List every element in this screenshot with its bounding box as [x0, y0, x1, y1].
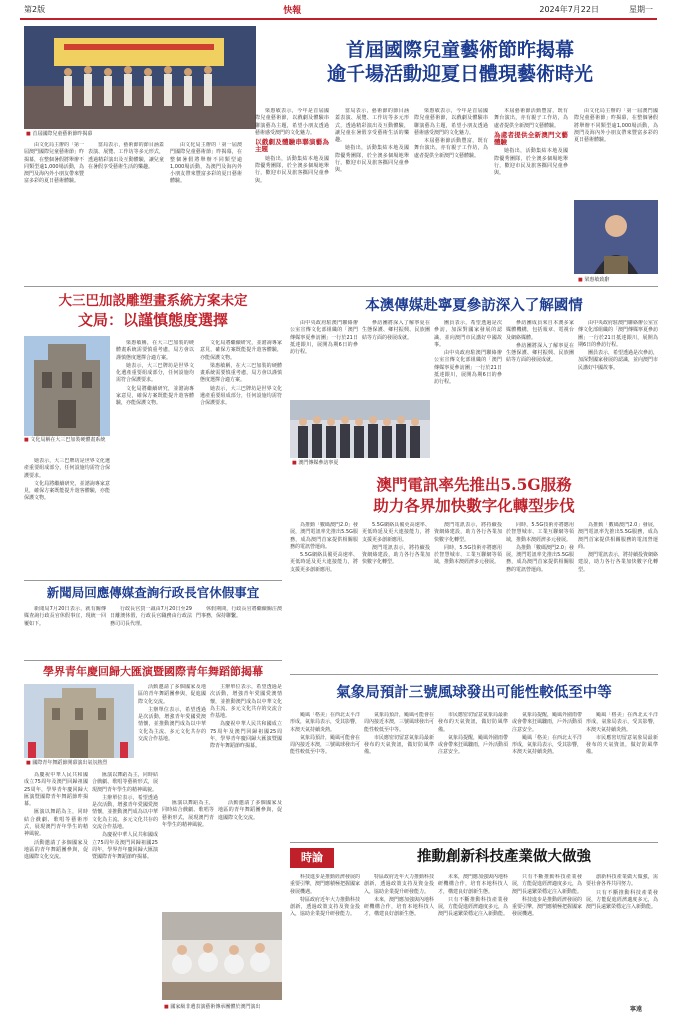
story5-title: 新聞局回應傳媒查詢行政長官休假事宜	[46, 585, 260, 600]
story6-photo2-caption: ■ 國家級非遺表演藝術傳承團體於澳門演出	[164, 1004, 282, 1010]
story2-col3: 文化局將繼續研究，並諮詢專家意見，確保方案既能提升遊客體驗，亦能保護文物。 梁惠敏稱，在大三巴加裝的硬體畫系統需要慎重考慮，局方會以謹慎態度選擇合適方案。 她表示，大三巴牌坊是世界文化遺產重要組成部分，任何設施均需符合保護要求。	[200, 340, 282, 407]
story7-col2: 氣象局預計，颱風可能會在周內接近本澳，三號風球發出可能性較低至中等。 市民應密切留意氣象局最新發布的天氣資訊，做好防風準備。	[364, 712, 434, 756]
story2-title: 大三巴加設雕塑畫系統方案未定	[58, 293, 248, 309]
divider	[24, 660, 282, 661]
story6-col5: 匯演以舞蹈為主，同時結合戲劇、歌唱等藝術形式，展現澳門青年學生的精神風貌。	[162, 800, 214, 828]
story3-photo-caption: ■ 澳門傳媒參訪寧夏	[292, 460, 338, 466]
story1-col7: 本屆藝術節活動豐富，既有舞台演出，亦有親子工作坊，為處者提供全新澳門文藝體驗。 為處者提供全新澳門文藝體驗 她指出，活動集結本地及國際優秀團隊，於全澳多個場地舉行，歡迎市民及旅客攜同兒童參與。	[494, 108, 568, 177]
story3-col2: 參訪團將深入了解寧夏在生態保護、鄉村振興、民族團結等方面的發展成就。	[362, 320, 430, 341]
story6-col1: 為慶祝中華人民共和國成立75周年及澳門回歸祖國25周年，學界青年慶回歸大匯演暨國際青年舞蹈節昨揭幕。 匯演以舞蹈為主，同時結合戲劇、歌唱等藝術形式，展現澳門青年學生的精神風貌。 活動邀請了多個國家及地區的青年舞蹈團參與，促進國際文化交流。	[24, 772, 88, 861]
story6-col2: 匯演以舞蹈為主，同時結合戲劇、歌唱等藝術形式，展現澳門青年學生的精神風貌。 主辦單位表示，希望透過是次活動，增強青年愛國愛澳情懷，並推動澳門成為以中華文化為主流、多元文化共存的交流合作基地。 為慶祝中華人民共和國成立75周年及澳門回歸祖國25周年，學界青年慶回歸大匯演暨國際青年舞蹈節昨揭幕。	[92, 772, 158, 861]
commentary-author: 寧遠	[630, 1006, 643, 1013]
story3-col1: 由中央政府駐澳門聯絡辦公室宣傳文化部組織的「澳門傳媒寧夏參訪團」一行於21日抵達銀川，展開為期6日的參訪行程。	[290, 320, 358, 356]
story6-photo	[24, 684, 134, 758]
story4-col3: 澳門電訊表示，將持續投資網絡建設，助力各行各業加快數字化轉型。 同時，5.5G技術亦將應用於智慧城市、工業互聯網等領域，推動本澳經濟多元發展。	[434, 522, 502, 566]
commentary-title: 推動創新科技產業做大做強	[417, 848, 591, 865]
story4-col1: 為推動「數碼澳門2.0」發展，澳門電訊率先推出5.5G服務，成為澳門首家提供相關服務的電訊營運商。 5.5G網絡具備更高速率、更低時延及更大連接能力，將支援更多創新應用。	[290, 522, 358, 573]
story1-title-line1: 首屆國際兒童藝術節昨揭幕	[345, 39, 574, 61]
story5-col2: 行政長官賀一誠由7月20日至29日離澳休假，行政長官職務由行政法務司司長代理。	[110, 606, 192, 627]
page-header	[0, 0, 677, 18]
story4-col4: 同時，5.5G技術亦將應用於智慧城市、工業互聯網等領域，推動本澳經濟多元發展。 為推動「數碼澳門2.0」發展，澳門電訊率先推出5.5G服務，成為澳門首家提供相關服務的電訊營運商。	[506, 522, 574, 573]
divider	[24, 286, 658, 287]
story3-col4: 參訪團成員來自本澳多家媒體機構，包括報章、電視台及網絡媒體。 參訪團將深入了解寧夏在生態保護、鄉村振興、民族團結等方面的發展成就。	[506, 320, 574, 364]
commentary-col2: 特區政府近年大力推動科技創新，透過政策支持及資金投入，協助企業提升研發能力。 未來，澳門應加強與內地科研機構合作，培育本地科技人才，構建良好創新生態。	[364, 874, 434, 918]
story1-col5: 當局表示，藝術節的節目涵蓋表演、展覽、工作坊等多元形式，透過精彩演出及互動體驗，讓兒童在暑假享受藝術生活的樂趣。 她指出，活動集結本地及國際優秀團隊，於全澳多個場地舉行，歡迎市民及旅客攜同兒童參與。	[335, 108, 409, 174]
story1-photo	[24, 26, 256, 129]
story4-col5: 為推動「數碼澳門2.0」發展，澳門電訊率先推出5.5G服務，成為澳門首家提供相關服務的電訊營運商。 澳門電訊表示，將持續投資網絡建設，助力各行各業加快數字化轉型。	[578, 522, 658, 573]
story1-col3: 由文化局主辦的「第一屆澳門國際兒童藝術節」昨揭幕，在整個暑假將舉辦不同類型逾1,000場活動，為澳門及海內外小朋友帶來豐富多彩的夏日藝術體驗。	[170, 142, 242, 185]
story4-col2: 5.5G網絡具備更高速率、更低時延及更大連接能力，將支援更多創新應用。 澳門電訊表示，將持續投資網絡建設，助力各行各業加快數字化轉型。	[362, 522, 430, 566]
story1-title-line2: 逾千場活動迎夏日體現藝術時光	[326, 63, 593, 85]
divider	[24, 580, 282, 581]
story3-col5: 由中央政府駐澳門聯絡辦公室宣傳文化部組織的「澳門傳媒寧夏參訪團」一行於21日抵達銀川，展開為期6日的參訪行程。 團員表示，希望透過是次參訪，加深對國家發展的認識，並向澳門市民講好中國故事。	[578, 320, 658, 371]
story6-title: 學界青年慶回歸大匯演暨國際青年舞蹈節揭幕	[43, 665, 263, 678]
story3-photo	[290, 400, 430, 458]
issue-weekday: 星期一	[629, 4, 653, 14]
story7-col4: 氣象局提醒，颱風外圍雨帶或會帶來狂風驟雨，戶外活動須注意安全。 颱風「格美」在西北太平洋形成，氣象局表示，受其影響，本澳天氣持續炎熱。	[512, 712, 582, 756]
story2-col1: 她表示，大三巴牌坊是世界文化遺產重要組成部分，任何設施均需符合保護要求。 文化局將繼續研究，並諮詢專家意見，確保方案既能提升遊客體驗，亦能保護文物。	[24, 458, 110, 502]
newspaper-logo: 快報	[283, 5, 302, 16]
story1-col4: 梁惠敏表示，今年是首屆國際兒童藝術節，以戲劇及體驗串聯演藝為主題，希望小朋友透過藝術感受澳門的文化魅力。 以戲劇及體驗串聯演藝為主題 她指出，活動集結本地及國際優秀團隊，於全澳多個場地舉行，歡迎市民及旅客攜同兒童參與。	[255, 108, 329, 184]
commentary-col5: 創新科技產業做大做強，需要社會各界共同努力。 只有不斷推動科技產業發展，方能促進經濟適度多元，為澳門長遠繁榮穩定注入新動能。	[586, 874, 658, 911]
issue-date: 2024年7月22日	[539, 4, 599, 14]
story1-subhead2: 為處者提供全新澳門文藝體驗	[494, 130, 568, 147]
story2-photo	[24, 336, 110, 436]
story1-photo-caption: ■ 首屆國際兒童藝術節昨揭幕	[26, 131, 92, 137]
story4-title-line2: 助力各界加快數字化轉型步伐	[373, 496, 575, 515]
commentary-col3: 未來，澳門應加強與內地科研機構合作，培育本地科技人才，構建良好創新生態。 只有不斷推動科技產業發展，方能促進經濟適度多元，為澳門長遠繁榮穩定注入新動能。	[438, 874, 508, 918]
commentary-tag: 時論	[290, 848, 334, 868]
story1-photo2-caption: ■ 梁惠敏致辭	[578, 277, 609, 283]
story4-headline	[290, 474, 658, 516]
divider	[290, 842, 658, 843]
story1-col6: 梁惠敏表示，今年是首屆國際兒童藝術節，以戲劇及體驗串聯演藝為主題，希望小朋友透過藝術感受澳門的文化魅力。 本屆藝術節活動豐富，既有舞台演出，亦有親子工作坊，為處者提供全新澳門文藝體驗。	[414, 108, 488, 159]
story6-col3: 活動邀請了多個國家及地區的青年舞蹈團參與，促進國際文化交流。 主辦單位表示，希望透過是次活動，增強青年愛國愛澳情懷，並推動澳門成為以中華文化為主流、多元文化共存的交流合作基地。	[138, 684, 206, 743]
story2-photo-caption: ■ 文化局稱在大三巴加裝硬體畫系統	[24, 437, 110, 443]
story5-col1: 新聞局7月20日表示，就有關傳媒查詢行政長官休假事宜，現統一回覆如下。	[24, 606, 106, 627]
story5-col3: 休假期間，行政長官將繼續關注澳門事務，保持聯繫。	[196, 606, 282, 620]
story2-col2: 梁惠敏稱，在大三巴加裝的硬體畫系統需要慎重考慮，局方會以謹慎態度選擇合適方案。 她表示，大三巴牌坊是世界文化遺產重要組成部分，任何設施均需符合保護要求。 文化局將繼續研究，並諮詢專家意見，確保方案既能提升遊客體驗，亦能保護文物。	[116, 340, 194, 407]
commentary-col4: 只有不斷推動科技產業發展，方能促進經濟適度多元，為澳門長遠繁榮穩定注入新動能。 科技進步是推動經濟發展的重要引擎，澳門應積極把握國家發展機遇。	[512, 874, 582, 918]
story1-subhead1: 以戲劇及體驗串聯演藝為主題	[255, 138, 329, 154]
story6-col6: 活動邀請了多個國家及地區的青年舞蹈團參與，促進國際文化交流。	[218, 800, 282, 821]
header-rule	[20, 18, 657, 20]
story7-title: 氣象局預計三號風球發出可能性較低至中等	[336, 684, 612, 701]
page-number: 第2版	[24, 4, 46, 14]
story2-headline	[24, 292, 282, 330]
story7-col5: 颱風「格美」在西北太平洋形成，氣象局表示，受其影響，本澳天氣持續炎熱。 市民應密切留意氣象局最新發布的天氣資訊，做好防風準備。	[586, 712, 658, 756]
story6-col4: 主辦單位表示，希望透過是次活動，增強青年愛國愛澳情懷，並推動澳門成為以中華文化為主流、多元文化共存的交流合作基地。 為慶祝中華人民共和國成立75周年及澳門回歸祖國25周年，學界青年慶回歸大匯演暨國際青年舞蹈節昨揭幕。	[210, 684, 282, 750]
story7-col1: 颱風「格美」在西北太平洋形成，氣象局表示，受其影響，本澳天氣持續炎熱。 氣象局預計，颱風可能會在周內接近本澳，三號風球發出可能性較低至中等。	[290, 712, 360, 756]
divider	[290, 674, 658, 675]
story6-photo-caption: ■ 國際青年舞蹈節開幕演出氣氛熱烈	[26, 760, 166, 766]
story6-photo2	[162, 912, 282, 1000]
story4-title-line1: 澳門電訊率先推出5.5G服務	[376, 475, 572, 494]
story1-col8: 由文化局主辦的「第一屆澳門國際兒童藝術節」昨揭幕，在整個暑假將舉辦不同類型逾1,000場活動，為澳門及海內外小朋友帶來豐富多彩的夏日藝術體驗。	[574, 108, 658, 144]
story3-col3: 團員表示，希望透過是次參訪，加深對國家發展的認識，並向澳門市民講好中國故事。 由中央政府駐澳門聯絡辦公室宣傳文化部組織的「澳門傳媒寧夏參訪團」一行於21日抵達銀川，展開為期6日的參訪行程。	[434, 320, 502, 386]
story7-col3: 市民應密切留意氣象局最新發布的天氣資訊，做好防風準備。 氣象局提醒，颱風外圍雨帶或會帶來狂風驟雨，戶外活動須注意安全。	[438, 712, 508, 756]
story1-headline	[262, 38, 658, 86]
story2-title2: 文局：以謹慎態度選擇	[77, 311, 228, 329]
story1-photo2	[574, 200, 658, 274]
story1-col1: 由文化局主辦的「第一屆澳門國際兒童藝術節」昨揭幕，在整個暑假將舉辦不同類型逾1,000場活動，為澳門及海內外小朋友帶來豐富多彩的夏日藝術體驗。	[24, 142, 84, 185]
commentary-col1: 科技進步是推動經濟發展的重要引擎，澳門應積極把握國家發展機遇。 特區政府近年大力推動科技創新，透過政策支持及資金投入，協助企業提升研發能力。	[290, 874, 360, 918]
story1-col2: 當局表示，藝術節的節目涵蓋表演、展覽、工作坊等多元形式，透過精彩演出及互動體驗，讓兒童在暑假享受藝術生活的樂趣。	[88, 142, 164, 170]
story3-title: 本澳傳媒赴寧夏參訪深入了解國情	[365, 297, 583, 314]
